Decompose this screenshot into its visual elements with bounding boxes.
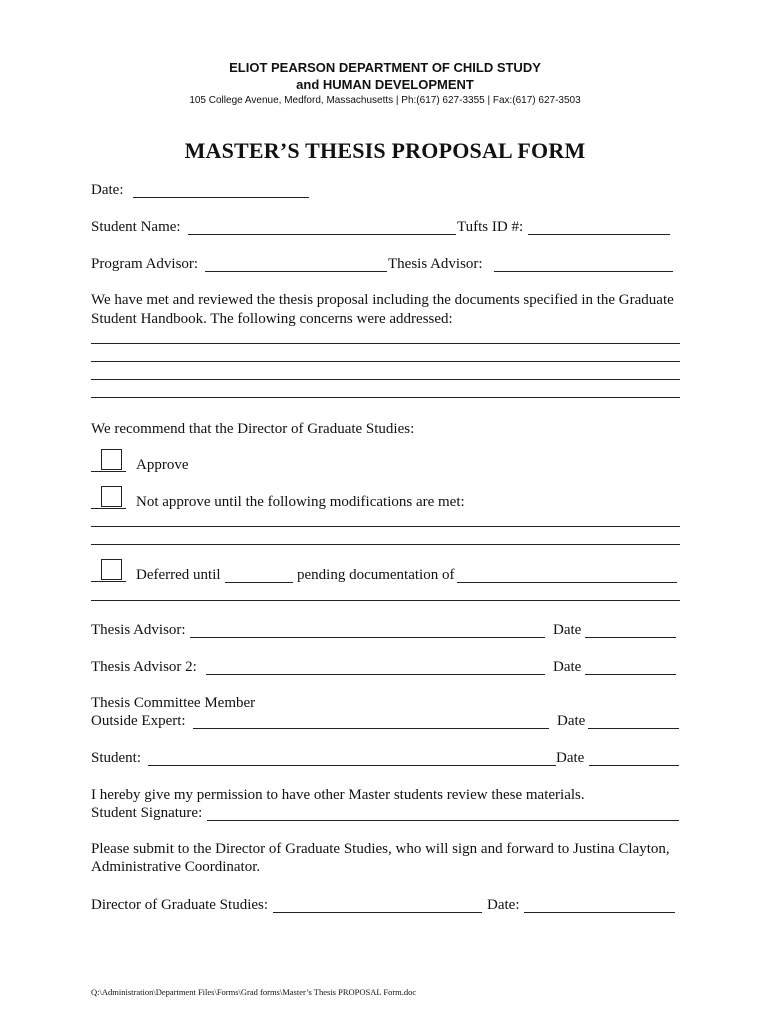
sig-thesis-advisor-date-line[interactable]: [585, 637, 676, 638]
sig-student-date-line[interactable]: [589, 765, 679, 766]
deferred-label: Deferred until: [136, 567, 221, 583]
program-advisor-line[interactable]: [205, 271, 387, 272]
student-signature-label: Student Signature:: [91, 805, 203, 821]
sig-thesis-advisor-label: Thesis Advisor:: [91, 622, 186, 638]
tufts-id-line[interactable]: [528, 234, 670, 235]
modifications-line[interactable]: [91, 544, 680, 545]
deferred-underline: [91, 581, 126, 582]
department-address: 105 College Avenue, Medford, Massachusetts | Ph:(617) 627-3355 | Fax:(617) 627-3503: [189, 95, 581, 106]
outside-expert-date-label: Date: [557, 713, 586, 729]
student-name-line[interactable]: [188, 234, 456, 235]
date-label: Date:: [91, 182, 124, 198]
outside-expert-label: Outside Expert:: [91, 713, 186, 729]
not-approve-label: Not approve until the following modifications are met:: [136, 494, 465, 510]
review-text-line1: We have met and reviewed the thesis proposal including the documents specified in the Graduate: [91, 292, 674, 308]
concerns-line[interactable]: [91, 343, 680, 344]
sig-student-line[interactable]: [148, 765, 556, 766]
committee-member-label: Thesis Committee Member: [91, 695, 256, 711]
permission-text: I hereby give my permission to have other Master students review these materials.: [91, 787, 585, 803]
director-date-label: Date:: [487, 897, 520, 913]
deferred-extra-line[interactable]: [91, 600, 680, 601]
sig-thesis-advisor-2-label: Thesis Advisor 2:: [91, 659, 197, 675]
sig-student-date-label: Date: [556, 750, 585, 766]
director-date-line[interactable]: [524, 912, 675, 913]
sig-thesis-advisor-date-label: Date: [553, 622, 582, 638]
not-approve-checkbox[interactable]: [101, 486, 122, 507]
tufts-id-label: Tufts ID #:: [457, 219, 524, 235]
sig-student-label: Student:: [91, 750, 142, 766]
program-advisor-label: Program Advisor:: [91, 256, 199, 272]
outside-expert-line[interactable]: [193, 728, 549, 729]
deferred-until-line[interactable]: [225, 582, 293, 583]
modifications-line[interactable]: [91, 526, 680, 527]
sig-thesis-advisor-2-date-label: Date: [553, 659, 582, 675]
submit-text-line1: Please submit to the Director of Graduate Studies, who will sign and forward to Justina Clayton,: [91, 841, 670, 857]
director-signature-line[interactable]: [273, 912, 482, 913]
concerns-line[interactable]: [91, 361, 680, 362]
date-line[interactable]: [133, 197, 309, 198]
sig-thesis-advisor-line[interactable]: [190, 637, 545, 638]
submit-text-line2: Administrative Coordinator.: [91, 859, 261, 875]
department-name: ELIOT PEARSON DEPARTMENT OF CHILD STUDY: [229, 60, 541, 75]
approve-checkbox[interactable]: [101, 449, 122, 470]
not-approve-underline: [91, 508, 126, 509]
concerns-line[interactable]: [91, 379, 680, 380]
deferred-checkbox[interactable]: [101, 559, 122, 580]
concerns-line[interactable]: [91, 397, 680, 398]
sig-thesis-advisor-2-line[interactable]: [206, 674, 545, 675]
form-title: MASTER’S THESIS PROPOSAL FORM: [184, 138, 586, 163]
department-name-line2: and HUMAN DEVELOPMENT: [296, 77, 474, 92]
director-label: Director of Graduate Studies:: [91, 897, 269, 913]
outside-expert-date-line[interactable]: [588, 728, 679, 729]
student-name-label: Student Name:: [91, 219, 181, 235]
recommend-intro: We recommend that the Director of Graduate Studies:: [91, 421, 415, 437]
sig-thesis-advisor-2-date-line[interactable]: [585, 674, 676, 675]
pending-label: pending documentation of: [297, 567, 455, 583]
thesis-advisor-line[interactable]: [494, 271, 673, 272]
pending-documentation-line[interactable]: [457, 582, 677, 583]
approve-underline: [91, 471, 126, 472]
review-text-line2: Student Handbook. The following concerns were addressed:: [91, 311, 453, 327]
thesis-advisor-label: Thesis Advisor:: [388, 256, 483, 272]
file-path-footer: Q:\Administration\Department Files\Forms\Grad forms\Master’s Thesis PROPOSAL Form.doc: [91, 987, 417, 997]
approve-label: Approve: [136, 457, 189, 473]
student-signature-line[interactable]: [207, 820, 679, 821]
